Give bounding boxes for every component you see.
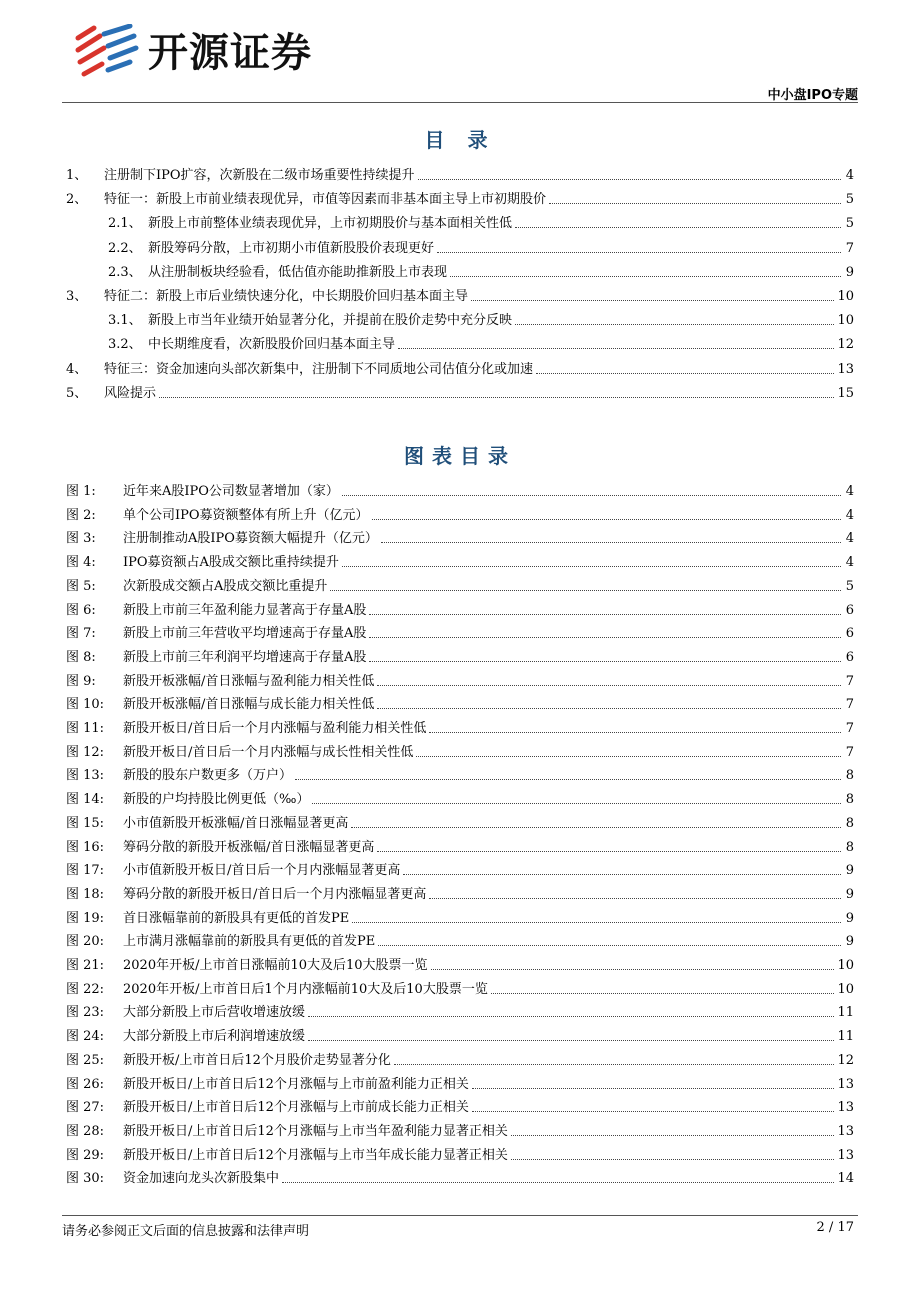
entry-number: 2.2、 [108, 240, 142, 256]
entry-page-number: 7 [845, 240, 854, 256]
dot-leader [394, 1064, 835, 1065]
entry-title: 新股开板涨幅/首日涨幅与盈利能力相关性低 [123, 673, 375, 689]
brand-logo-icon [74, 24, 140, 82]
figure-entry[interactable] [66, 760, 854, 784]
entry-title: 单个公司IPO募资额整体有所上升（亿元） [123, 507, 369, 523]
entry-number: 图 22: [66, 981, 105, 997]
entry-title: 新股开板日/上市首日后12个月涨幅与上市前成长能力正相关 [123, 1100, 469, 1116]
entry-page-number: 9 [845, 886, 854, 902]
entry-title: 新股上市前三年营收平均增速高于存量A股 [123, 626, 367, 642]
figure-entry[interactable] [66, 571, 854, 595]
dot-leader [372, 519, 841, 520]
entry-page-number: 5 [845, 578, 854, 594]
dot-leader [377, 685, 841, 686]
entry-number: 图 14: [66, 792, 105, 808]
entry-number: 1、 [66, 168, 88, 183]
entry-title: 从注册制板块经验看，低估值亦能助推新股上市表现 [148, 264, 448, 280]
entry-title: 新股上市前三年利润平均增速高于存量A股 [123, 649, 367, 665]
dot-leader [472, 1088, 835, 1089]
entry-title: 特征二：新股上市后业绩快速分化，中长期股价回归基本面主导 [104, 289, 469, 304]
dot-leader [351, 827, 841, 828]
dot-leader [308, 1016, 834, 1017]
figure-entry[interactable] [66, 1069, 854, 1093]
report-topic: 中小盘IPO专题 [767, 88, 858, 103]
dot-leader [429, 732, 841, 733]
toc-entry[interactable] [66, 354, 854, 378]
entry-number: 图 28: [66, 1123, 105, 1139]
dot-leader [352, 922, 841, 923]
figure-entry[interactable] [66, 500, 854, 524]
entry-number: 图 17: [66, 863, 105, 879]
page-number: 2 / 17 [816, 1220, 854, 1235]
entry-title: 资金加速向龙头次新股集中 [123, 1171, 280, 1187]
entry-page-number: 14 [837, 1171, 854, 1187]
legal-disclaimer: 请务必参阅正文后面的信息披露和法律声明 [62, 1224, 310, 1239]
figures-title: 图表目录 [404, 444, 516, 468]
dot-leader [416, 756, 841, 757]
entry-title: 首日涨幅靠前的新股具有更低的首发PE [123, 910, 350, 926]
entry-number: 图 29: [66, 1147, 105, 1163]
entry-title: 新股开板日/首日后一个月内涨幅与成长性相关性低 [123, 744, 414, 760]
entry-number: 图 15: [66, 815, 105, 831]
dot-leader [403, 874, 841, 875]
dot-leader [491, 993, 835, 994]
entry-title: 小市值新股开板涨幅/首日涨幅显著更高 [123, 815, 349, 831]
entry-page-number: 7 [845, 721, 854, 736]
figure-entry[interactable] [66, 1116, 854, 1140]
entry-title: 近年来A股IPO公司数显著增加（家） [123, 484, 339, 499]
figure-entry[interactable] [66, 1140, 854, 1164]
figure-entry[interactable] [66, 808, 854, 832]
dot-leader [515, 227, 841, 228]
entry-page-number: 4 [845, 484, 854, 499]
toc-entry[interactable] [66, 378, 854, 402]
dot-leader [377, 708, 841, 709]
entry-number: 图 26: [66, 1076, 105, 1092]
entry-page-number: 7 [845, 744, 854, 760]
dot-leader [369, 637, 841, 638]
toc-subentry[interactable] [108, 257, 854, 281]
footer-divider [62, 1215, 858, 1216]
entry-title: 注册制推动A股IPO募资额大幅提升（亿元） [123, 531, 378, 547]
entry-page-number: 9 [845, 910, 854, 926]
entry-page-number: 13 [837, 1076, 854, 1092]
toc-subentry[interactable] [108, 305, 854, 329]
entry-page-number: 12 [837, 1052, 854, 1068]
entry-page-number: 7 [845, 697, 854, 713]
dot-leader [342, 495, 841, 496]
entry-title: 2020年开板/上市首日涨幅前10大及后10大股票一览 [123, 958, 428, 973]
figure-entry[interactable] [66, 737, 854, 761]
entry-page-number: 13 [837, 361, 854, 377]
entry-number: 图 13: [66, 768, 105, 784]
figure-entry[interactable] [66, 1163, 854, 1187]
figure-entry[interactable] [66, 1092, 854, 1116]
toc-subentry[interactable] [108, 208, 854, 232]
entry-page-number: 10 [837, 289, 854, 304]
entry-title: 新股上市当年业绩开始显著分化，并提前在股价走势中充分反映 [148, 313, 513, 329]
dot-leader [398, 348, 834, 349]
dot-leader [378, 945, 841, 946]
entry-page-number: 11 [837, 1005, 854, 1021]
entry-page-number: 8 [845, 768, 854, 784]
entry-title: 次新股成交额占A股成交额比重提升 [123, 578, 328, 594]
entry-page-number: 6 [845, 649, 854, 665]
toc-entry[interactable] [66, 160, 854, 184]
entry-number: 图 27: [66, 1100, 105, 1116]
entry-page-number: 12 [837, 337, 854, 353]
entry-title: 新股筹码分散，上市初期小市值新股股价表现更好 [148, 240, 435, 256]
entry-title: 筹码分散的新股开板日/首日后一个月内涨幅显著更高 [123, 886, 427, 902]
entry-page-number: 15 [837, 385, 854, 401]
entry-number: 图 21: [66, 958, 105, 973]
entry-number: 图 3: [66, 531, 96, 547]
dot-leader [377, 851, 841, 852]
entry-number: 图 7: [66, 626, 96, 642]
entry-page-number: 13 [837, 1100, 854, 1116]
entry-title: 新股上市前三年盈利能力显著高于存量A股 [123, 602, 367, 618]
dot-leader [536, 373, 834, 374]
dot-leader [511, 1159, 835, 1160]
entry-number: 图 16: [66, 839, 105, 855]
figure-entry[interactable] [66, 476, 854, 500]
entry-number: 图 10: [66, 697, 105, 713]
entry-title: 新股开板涨幅/首日涨幅与成长能力相关性低 [123, 697, 375, 713]
figure-entry[interactable] [66, 997, 854, 1021]
dot-leader [369, 661, 841, 662]
entry-title: 新股开板日/上市首日后12个月涨幅与上市前盈利能力正相关 [123, 1076, 469, 1092]
figure-entry[interactable] [66, 879, 854, 903]
header-divider [62, 102, 858, 103]
toc-entry[interactable] [66, 184, 854, 208]
logo-text: 开源证券 [148, 30, 312, 76]
entry-number: 图 19: [66, 910, 105, 926]
entry-page-number: 8 [845, 792, 854, 808]
entry-page-number: 10 [837, 958, 854, 973]
entry-page-number: 5 [845, 192, 854, 208]
entry-number: 图 12: [66, 744, 105, 760]
entry-page-number: 4 [845, 555, 854, 571]
entry-number: 图 2: [66, 507, 96, 523]
figure-entry[interactable] [66, 784, 854, 808]
dot-leader [471, 300, 834, 301]
entry-title: 大部分新股上市后利润增速放缓 [123, 1029, 306, 1045]
entry-page-number: 7 [845, 673, 854, 689]
dot-leader [369, 614, 841, 615]
dot-leader [450, 276, 841, 277]
dot-leader [342, 566, 841, 567]
figure-entry[interactable] [66, 903, 854, 927]
entry-number: 图 30: [66, 1171, 105, 1187]
entry-title: 新股开板日/上市首日后12个月涨幅与上市当年成长能力显著正相关 [123, 1147, 508, 1163]
entry-title: 新股开板日/上市首日后12个月涨幅与上市当年盈利能力显著正相关 [123, 1123, 508, 1139]
entry-title: 新股的股东户数更多（万户） [123, 768, 293, 784]
entry-number: 5、 [66, 385, 88, 401]
entry-page-number: 13 [837, 1147, 854, 1163]
toc-subentry[interactable] [108, 329, 854, 353]
entry-title: 新股开板/上市首日后12个月股价走势显著分化 [123, 1052, 391, 1068]
figure-entry[interactable] [66, 832, 854, 856]
dot-leader [330, 590, 841, 591]
dot-leader [431, 969, 835, 970]
entry-page-number: 6 [845, 626, 854, 642]
entry-number: 2、 [66, 192, 88, 208]
figure-entry[interactable] [66, 1045, 854, 1069]
figure-entry[interactable] [66, 523, 854, 547]
toc-subentry[interactable] [108, 233, 854, 257]
entry-number: 图 20: [66, 934, 105, 950]
entry-number: 图 11: [66, 721, 105, 736]
company-logo [74, 24, 312, 82]
entry-number: 2.1、 [108, 216, 142, 232]
entry-page-number: 9 [845, 264, 854, 280]
entry-page-number: 9 [845, 934, 854, 950]
entry-page-number: 4 [845, 168, 854, 183]
entry-page-number: 10 [837, 313, 854, 329]
entry-page-number: 8 [845, 815, 854, 831]
entry-title: 新股开板日/首日后一个月内涨幅与盈利能力相关性低 [123, 721, 427, 736]
dot-leader [515, 324, 834, 325]
entry-number: 3.2、 [108, 337, 142, 353]
toc-title: 目 录 [424, 128, 496, 152]
entry-title: 筹码分散的新股开板涨幅/首日涨幅显著更高 [123, 839, 375, 855]
dot-leader [159, 397, 834, 398]
dot-leader [295, 779, 841, 780]
toc-entry[interactable] [66, 281, 854, 305]
dot-leader [511, 1135, 835, 1136]
entry-number: 图 5: [66, 578, 96, 594]
entry-title: 风险提示 [104, 385, 157, 401]
entry-page-number: 5 [845, 216, 854, 232]
entry-title: 上市满月涨幅靠前的新股具有更低的首发PE [123, 934, 376, 950]
figure-entry[interactable] [66, 926, 854, 950]
entry-number: 3.1、 [108, 313, 142, 329]
entry-page-number: 4 [845, 507, 854, 523]
dot-leader [308, 1040, 834, 1041]
entry-title: IPO募资额占A股成交额比重持续提升 [123, 555, 339, 571]
entry-number: 4、 [66, 361, 88, 377]
figure-entry[interactable] [66, 855, 854, 879]
entry-number: 图 23: [66, 1005, 105, 1021]
entry-title: 特征三：资金加速向头部次新集中，注册制下不同质地公司估值分化或加速 [104, 361, 534, 377]
entry-number: 2.3、 [108, 264, 142, 280]
figure-entry[interactable] [66, 595, 854, 619]
dot-leader [312, 803, 841, 804]
entry-title: 特征一：新股上市前业绩表现优异，市值等因素而非基本面主导上市初期股价 [104, 192, 547, 208]
entry-title: 2020年开板/上市首日后1个月内涨幅前10大及后10大股票一览 [123, 981, 488, 997]
dot-leader [381, 542, 841, 543]
dot-leader [429, 898, 841, 899]
entry-number: 3、 [66, 289, 88, 304]
entry-number: 图 25: [66, 1052, 105, 1068]
entry-number: 图 18: [66, 886, 105, 902]
entry-number: 图 9: [66, 673, 96, 689]
entry-number: 图 6: [66, 602, 96, 618]
figure-entry[interactable] [66, 618, 854, 642]
figure-entry[interactable] [66, 642, 854, 666]
entry-page-number: 8 [845, 839, 854, 855]
page-header [0, 0, 920, 104]
dot-leader [437, 252, 841, 253]
entry-number: 图 8: [66, 649, 96, 665]
entry-title: 大部分新股上市后营收增速放缓 [123, 1005, 306, 1021]
figure-entry[interactable] [66, 974, 854, 998]
entry-page-number: 6 [845, 602, 854, 618]
entry-title: 新股上市前整体业绩表现优异，上市初期股价与基本面相关性低 [148, 216, 513, 232]
entry-number: 图 24: [66, 1029, 105, 1045]
entry-page-number: 9 [845, 863, 854, 879]
entry-title: 新股的户均持股比例更低（‰） [123, 792, 310, 808]
figure-entry[interactable] [66, 1021, 854, 1045]
dot-leader [472, 1111, 835, 1112]
figure-entry[interactable] [66, 547, 854, 571]
entry-title: 注册制下IPO扩容，次新股在二级市场重要性持续提升 [104, 168, 415, 183]
entry-title: 小市值新股开板日/首日后一个月内涨幅显著更高 [123, 863, 401, 879]
entry-page-number: 10 [837, 981, 854, 997]
dot-leader [282, 1182, 834, 1183]
figure-entry[interactable] [66, 689, 854, 713]
figure-entry[interactable] [66, 666, 854, 690]
entry-page-number: 4 [845, 531, 854, 547]
entry-title: 中长期维度看，次新股股价回归基本面主导 [148, 337, 396, 353]
figure-entry[interactable] [66, 713, 854, 737]
entry-page-number: 13 [837, 1123, 854, 1139]
entry-number: 图 1: [66, 484, 96, 499]
dot-leader [418, 179, 841, 180]
dot-leader [549, 203, 841, 204]
entry-page-number: 11 [837, 1029, 854, 1045]
figure-entry[interactable] [66, 950, 854, 974]
entry-number: 图 4: [66, 555, 96, 571]
